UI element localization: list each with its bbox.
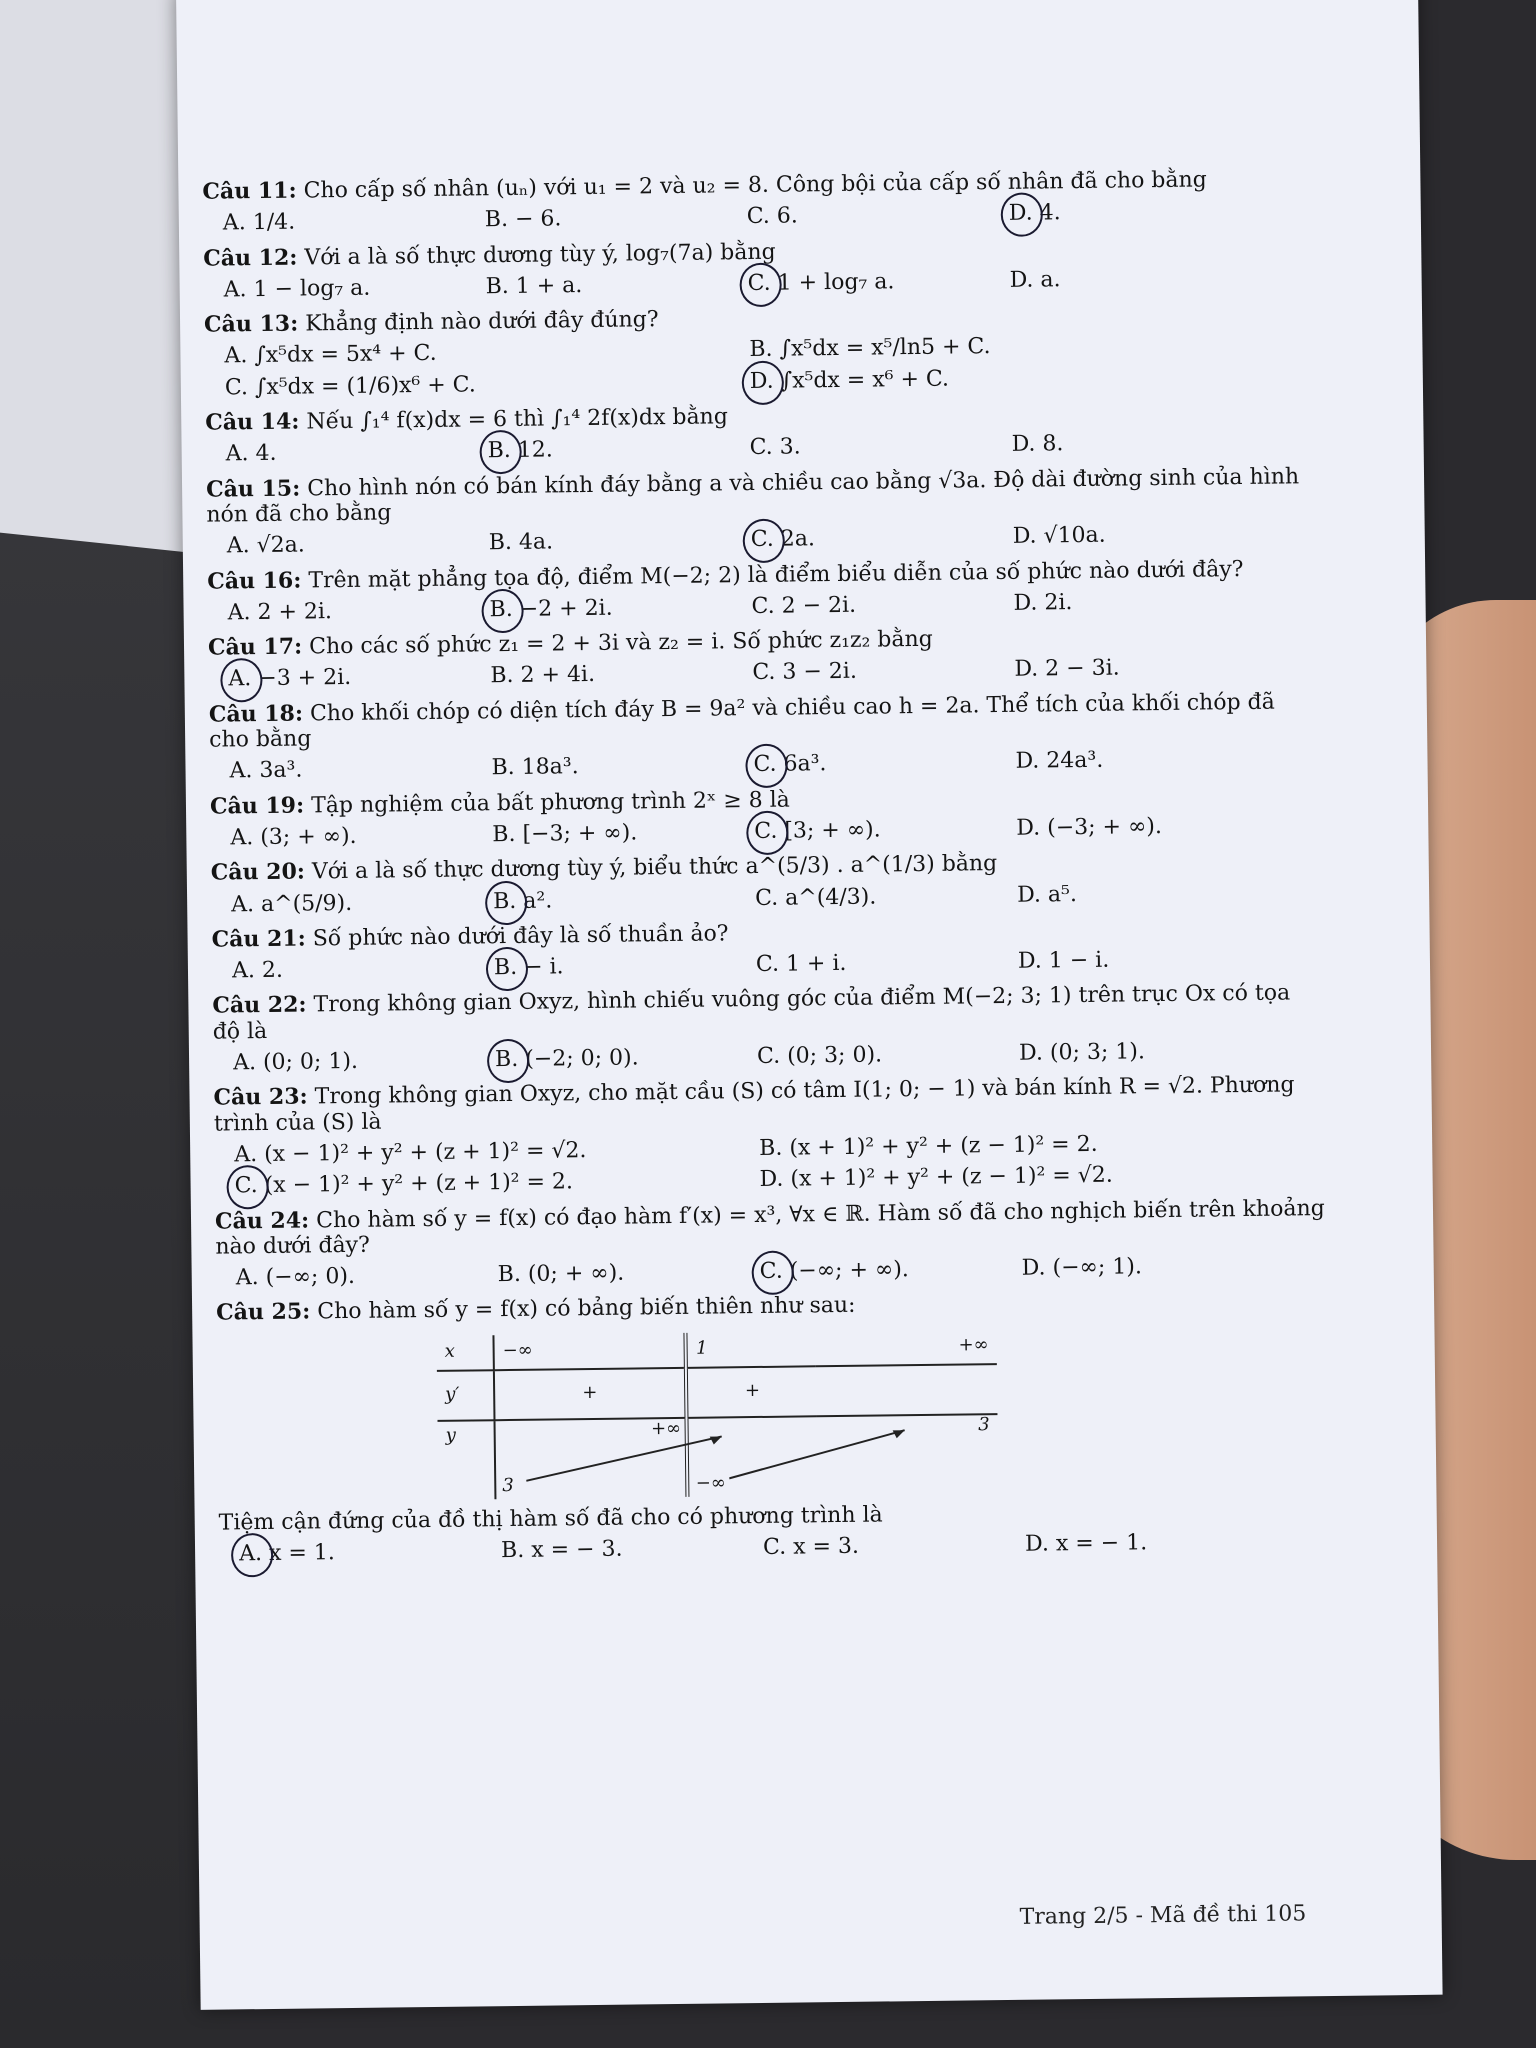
variation-table: [436, 1329, 998, 1500]
question-14: Câu 14: Nếu ∫₁⁴ f(x)dx = 6 thì ∫₁⁴ 2f(x)dx bằng A. 4. B. 12. C. 3. D. 8.: [205, 397, 1316, 467]
option-b: B. 4a.: [488, 529, 554, 556]
question-25: Câu 25: Cho hàm số y = f(x) có bảng biến thiên như sau: x −∞ 1 +∞ y′ + + y 3 +∞ −∞ 3 Tiệm cận đứng của đồ thị hàm số đã cho có phương trình là A. x = 1. B. x = − 3. C. x = 3. D. x = − 1.: [216, 1287, 1329, 1566]
option-d: D. 2 − 3i.: [1014, 655, 1120, 683]
exam-page: [176, 0, 1443, 2010]
question-11: [202, 166, 1313, 236]
option-c-circled: C. 1 + log₇ a.: [747, 268, 1009, 296]
option-d: D. 2i.: [1013, 589, 1073, 616]
option-d: D. 8.: [1011, 431, 1064, 458]
option-a: A. 1/4.: [222, 209, 296, 236]
option-c: C. 6.: [746, 203, 799, 230]
option-c: C. 1 + i.: [755, 951, 847, 978]
page-footer: Trang 2/5 - Mã đề thi 105: [1019, 1901, 1307, 1930]
y-right-branch: [687, 1416, 818, 1497]
option-a: A. 4.: [225, 441, 277, 467]
option-c-circled: C. 6a³.: [753, 749, 1015, 777]
option-a-circled: A. −3 + 2i.: [228, 664, 490, 692]
option-b-circled: B. a².: [493, 886, 755, 914]
option-c: C. 3 − 2i.: [752, 659, 858, 686]
question-17: Câu 17: Cho các số phức z₁ = 2 + 3i và z₂ = i. Số phức z₁z₂ bằng A. −3 + 2i. B. 2 + 4i. C. 3 − 2i. D. 2 − 3i.: [208, 622, 1319, 692]
option-c-circled: C. (x − 1)² + y² + (z + 1)² = 2.: [234, 1167, 759, 1199]
option-b-circled: B. − i.: [494, 952, 756, 980]
question-22: Câu 22: Trong không gian Oxyz, hình chiếu vuông góc của điểm M(−2; 3; 1) trên trục Ox có tọa độ là A. (0; 0; 1). B. (−2; 0; 0). C. (0; 3; 0). D. (0; 3; 1).: [212, 980, 1291, 1076]
y-left-branch: [494, 1418, 687, 1499]
option-a: A. (0; 0; 1).: [232, 1048, 359, 1076]
question-number: Câu 11:: [202, 177, 297, 205]
option-a-circled: A. x = 1.: [239, 1538, 501, 1566]
question-text: Cho cấp số nhân (uₙ) với u₁ = 2 và u₂ = 8. Công bội của cấp số nhân đã cho bằng: [303, 167, 1207, 204]
option-d: D. x = − 1.: [1024, 1530, 1148, 1557]
question-20: Câu 20: Với a là số thực dương tùy ý, biểu thức a^(5/3) . a^(1/3) bằng A. a^(5/9). B. a². C. a^(4/3). D. a⁵.: [211, 847, 1322, 917]
option-b-circled: B. 12.: [488, 435, 750, 463]
option-b: B. [−3; + ∞).: [492, 820, 638, 848]
option-b-circled: B. (−2; 0; 0).: [495, 1044, 757, 1072]
question-19: Câu 19: Tập nghiệm của bất phương trình 2ˣ ≥ 8 là A. (3; + ∞). B. [−3; + ∞). C. [3; + ∞). D. (−3; + ∞).: [210, 781, 1321, 851]
option-b: B. ∫x⁵dx = x⁵/ln5 + C.: [749, 334, 991, 363]
yprime-label: y′: [437, 1370, 495, 1421]
option-c: C. 3.: [749, 434, 801, 461]
option-b: B. 1 + a.: [485, 272, 583, 300]
option-a: A. 2.: [231, 957, 284, 984]
option-d: D. (−3; + ∞).: [1016, 813, 1163, 841]
option-d: D. a.: [1009, 267, 1061, 293]
option-a: A. √2a.: [226, 532, 305, 559]
question-18: Câu 18: Cho khối chóp có diện tích đáy B = 9a² và chiều cao h = 2a. Thể tích của khối chóp đã cho bằng A. 3a³. B. 18a³. C. 6a³. D. 24a³.: [209, 689, 1320, 784]
option-c: C. ∫x⁵dx = (1/6)x⁶ + C.: [224, 372, 476, 401]
question-21: Câu 21: Số phức nào dưới đây là số thuần ảo? A. 2. B. − i. C. 1 + i. D. 1 − i.: [211, 914, 1322, 984]
option-c: C. x = 3.: [762, 1533, 860, 1560]
yprime-sign-right: +: [686, 1366, 816, 1418]
option-d-circled: D. ∫x⁵dx = x⁶ + C.: [750, 362, 1275, 394]
x-label: x: [436, 1335, 493, 1371]
option-b: B. − 6.: [484, 206, 562, 233]
option-d: D. (x + 1)² + y² + (z − 1)² = √2.: [759, 1162, 1113, 1193]
x-plus-inf: +∞: [816, 1329, 997, 1366]
option-a: A. 1 − log₇ a.: [223, 275, 371, 303]
question-15: Câu 15: Cho hình nón có bán kính đáy bằng a và chiều cao bằng √3a. Độ dài đường sinh của hình nón đã cho bằng A. √2a. B. 4a. C. 2a. D. √10a.: [205, 463, 1300, 559]
option-b: B. 18a³.: [491, 754, 579, 781]
question-24: Câu 24: Cho hàm số y = f(x) có đạo hàm f′(x) = x³, ∀x ∈ ℝ. Hàm số đã cho nghịch biến trên khoảng nào dưới đây? A. (−∞; 0). B. (0; + ∞). C. (−∞; + ∞). D. (−∞; 1).: [214, 1195, 1325, 1291]
option-d: D. (0; 3; 1).: [1018, 1039, 1146, 1066]
y-label: y: [437, 1420, 495, 1500]
option-c-circled: C. 2a.: [751, 524, 1013, 552]
option-a: A. 2 + 2i.: [227, 599, 333, 626]
option-b: B. 2 + 4i.: [490, 662, 596, 689]
x-minus-inf: −∞: [493, 1333, 686, 1370]
option-c: C. (0; 3; 0).: [756, 1042, 883, 1069]
question-23: Câu 23: Trong không gian Oxyz, cho mặt cầu (S) có tâm I(1; 0; − 1) và bán kính R = √2. Phương trình của (S) là A. (x − 1)² + y² + (z + 1)² = √2. B. (x + 1)² + y² + (z − 1)² = 2. C. (x − 1)² + y² + (z + 1)² = 2. D. (x + 1)² + y² + (z − 1)² = √2.: [213, 1072, 1295, 1199]
option-d: D. 1 − i.: [1017, 947, 1110, 974]
yprime-sign-left: +: [494, 1368, 687, 1420]
option-b: B. (x + 1)² + y² + (z − 1)² = 2.: [759, 1131, 1098, 1161]
option-d: D. √10a.: [1012, 522, 1106, 550]
option-a: A. (−∞; 0).: [235, 1264, 356, 1291]
y-left-end: +∞: [650, 1417, 682, 1439]
option-c: C. a^(4/3).: [754, 884, 877, 911]
option-b-circled: B. −2 + 2i.: [489, 594, 751, 622]
option-c-circled: C. (−∞; + ∞).: [760, 1256, 1022, 1284]
option-d: D. (−∞; 1).: [1021, 1254, 1143, 1281]
option-c-circled: C. [3; + ∞).: [754, 816, 1016, 844]
option-a: A. ∫x⁵dx = 5x⁴ + C.: [224, 341, 437, 369]
question-12: Câu 12: Với a là số thực dương tùy ý, log₇(7a) bằng A. 1 − log₇ a. B. 1 + a. C. 1 + log₇ a. D. a.: [203, 233, 1314, 303]
option-a: A. 3a³.: [229, 757, 303, 784]
y-right-end: 3: [978, 1413, 990, 1435]
question-25-prompt: Tiệm cận đứng của đồ thị hàm số đã cho có phương trình là: [218, 1502, 883, 1536]
option-a: A. a^(5/9).: [231, 890, 353, 917]
option-b: B. x = − 3.: [500, 1536, 623, 1564]
x-one: 1: [686, 1331, 816, 1368]
option-d: D. 24a³.: [1015, 748, 1104, 775]
option-a: A. (3; + ∞).: [230, 823, 357, 851]
option-b: B. (0; + ∞).: [497, 1260, 625, 1288]
option-d: D. a⁵.: [1016, 881, 1078, 908]
option-a: A. (x − 1)² + y² + (z + 1)² = √2.: [234, 1137, 587, 1168]
y-left-start: 3: [502, 1474, 514, 1497]
option-c: C. 2 − 2i.: [751, 592, 857, 619]
y-right-start: −∞: [695, 1472, 726, 1494]
option-d-circled: D. 4.: [1009, 198, 1271, 226]
questions-list: [202, 166, 1329, 1577]
question-13: Câu 13: Khẳng định nào dưới đây đúng? A. ∫x⁵dx = 5x⁴ + C. B. ∫x⁵dx = x⁵/ln5 + C. C. ∫x⁵dx = (1/6)x⁶ + C. D. ∫x⁵dx = x⁶ + C.: [204, 299, 1315, 400]
question-16: Câu 16: Trên mặt phẳng tọa độ, điểm M(−2; 2) là điểm biểu diễn của số phức nào dưới đây? A. 2 + 2i. B. −2 + 2i. C. 2 − 2i. D. 2i.: [207, 556, 1318, 626]
